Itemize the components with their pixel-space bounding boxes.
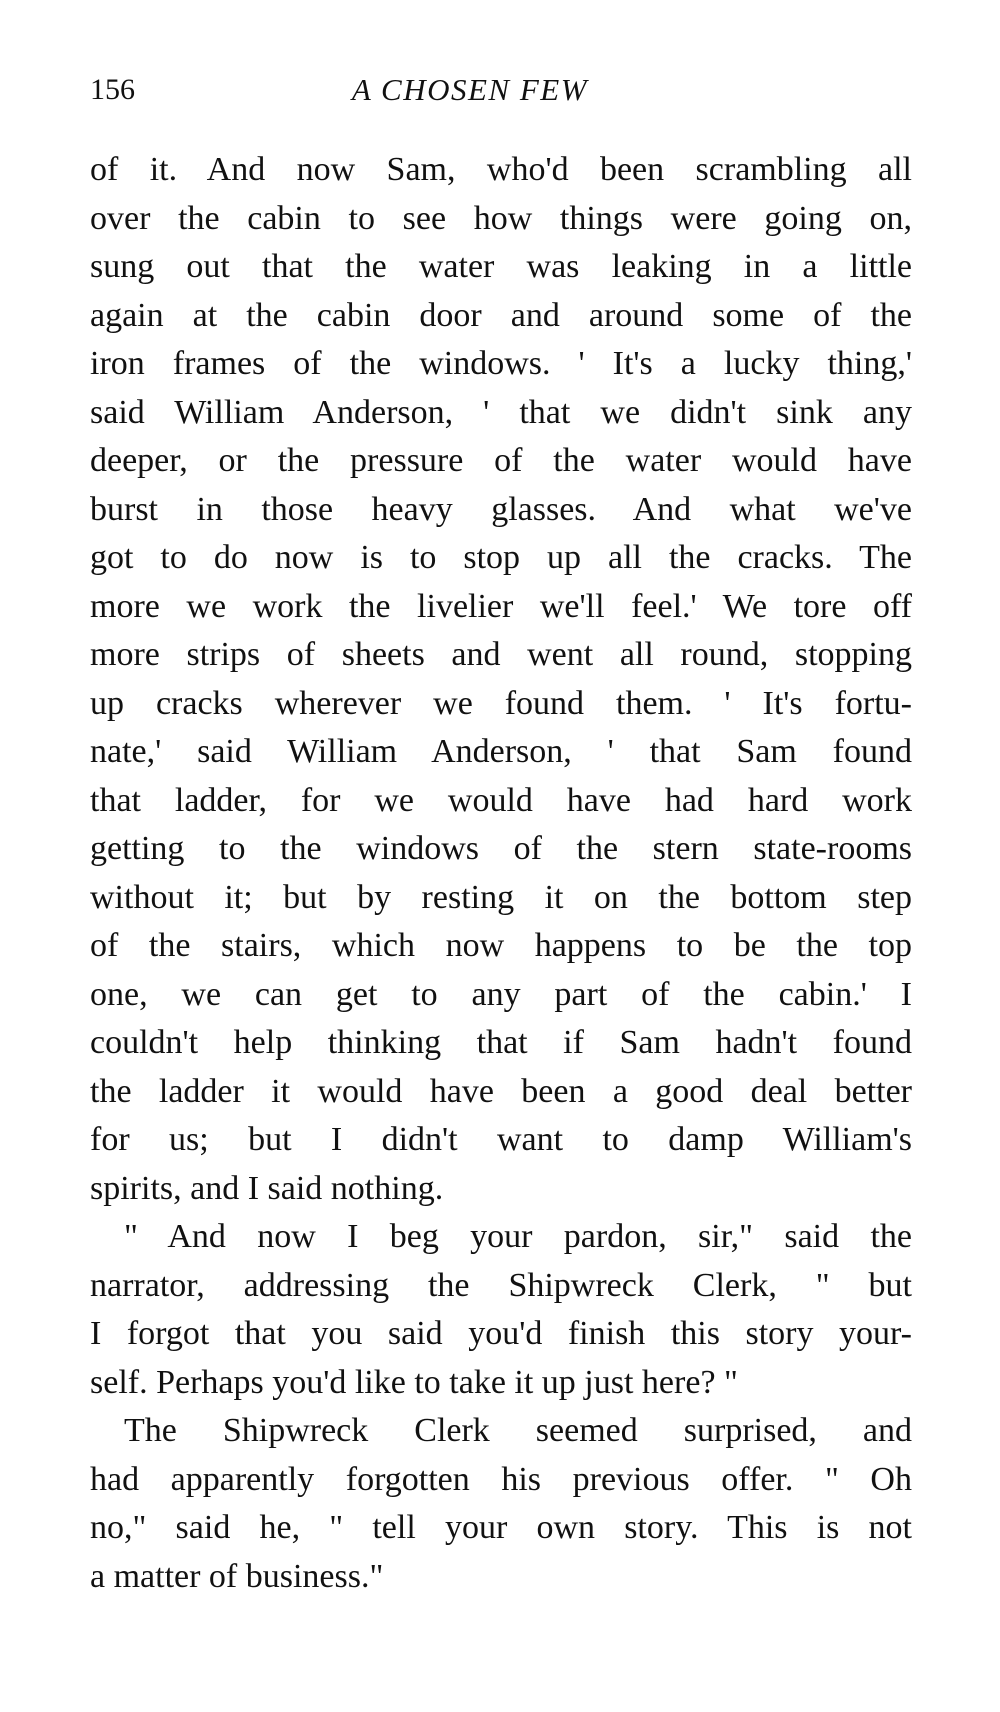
text-line: a matter of business." bbox=[90, 1557, 384, 1595]
text-line: that ladder, for we would have had hard work bbox=[90, 781, 912, 819]
text-line: of it. And now Sam, who'd been scrambling all bbox=[90, 151, 912, 188]
text-line: for us; but I didn't want to damp William's bbox=[90, 1121, 912, 1158]
text-line: getting to the windows of the stern state-rooms bbox=[90, 830, 912, 867]
text-line: more strips of sheets and went all round, stopping bbox=[90, 636, 912, 673]
text-line: up cracks wherever we found them. ' It's fortu- bbox=[90, 684, 912, 722]
text-line: " And now I beg your pardon, sir," said the bbox=[124, 1218, 912, 1255]
page-number: 156 bbox=[90, 73, 135, 106]
text-line: one, we can get to any part of the cabin.' I bbox=[90, 975, 912, 1013]
text-line: iron frames of the windows. ' It's a lucky thing,' bbox=[90, 345, 912, 382]
text-line: no," said he, " tell your own story. This is not bbox=[90, 1509, 912, 1546]
text-line: over the cabin to see how things were going on, bbox=[90, 199, 912, 237]
text-line: of the stairs, which now happens to be the top bbox=[90, 927, 912, 964]
text-line: The Shipwreck Clerk seemed surprised, and bbox=[124, 1412, 912, 1449]
text-line: narrator, addressing the Shipwreck Clerk, " but bbox=[90, 1266, 912, 1304]
text-line: burst in those heavy glasses. And what we've bbox=[90, 490, 912, 528]
running-title: A CHOSEN FEW bbox=[351, 72, 589, 107]
text-line: had apparently forgotten his previous offer. " Oh bbox=[90, 1460, 912, 1498]
text-line: nate,' said William Anderson, ' that Sam found bbox=[90, 733, 912, 770]
text-line: sung out that the water was leaking in a little bbox=[90, 248, 912, 285]
text-line: again at the cabin door and around some of the bbox=[90, 296, 912, 334]
page-header bbox=[90, 62, 910, 118]
text-line: self. Perhaps you'd like to take it up just here? " bbox=[90, 1363, 738, 1401]
text-line: deeper, or the pressure of the water would have bbox=[90, 442, 912, 479]
text-line: without it; but by resting it on the bottom step bbox=[90, 878, 912, 916]
text-line: the ladder it would have been a good deal better bbox=[90, 1072, 912, 1110]
body-text bbox=[90, 146, 912, 1601]
text-line: got to do now is to stop up all the cracks. The bbox=[90, 539, 912, 576]
text-line: I forgot that you said you'd finish this story your- bbox=[90, 1315, 912, 1352]
text-line: spirits, and I said nothing. bbox=[90, 1169, 444, 1207]
text-line: more we work the livelier we'll feel.' We tore off bbox=[90, 587, 912, 625]
text-line: said William Anderson, ' that we didn't sink any bbox=[90, 393, 912, 431]
text-line: couldn't help thinking that if Sam hadn't found bbox=[90, 1024, 912, 1061]
